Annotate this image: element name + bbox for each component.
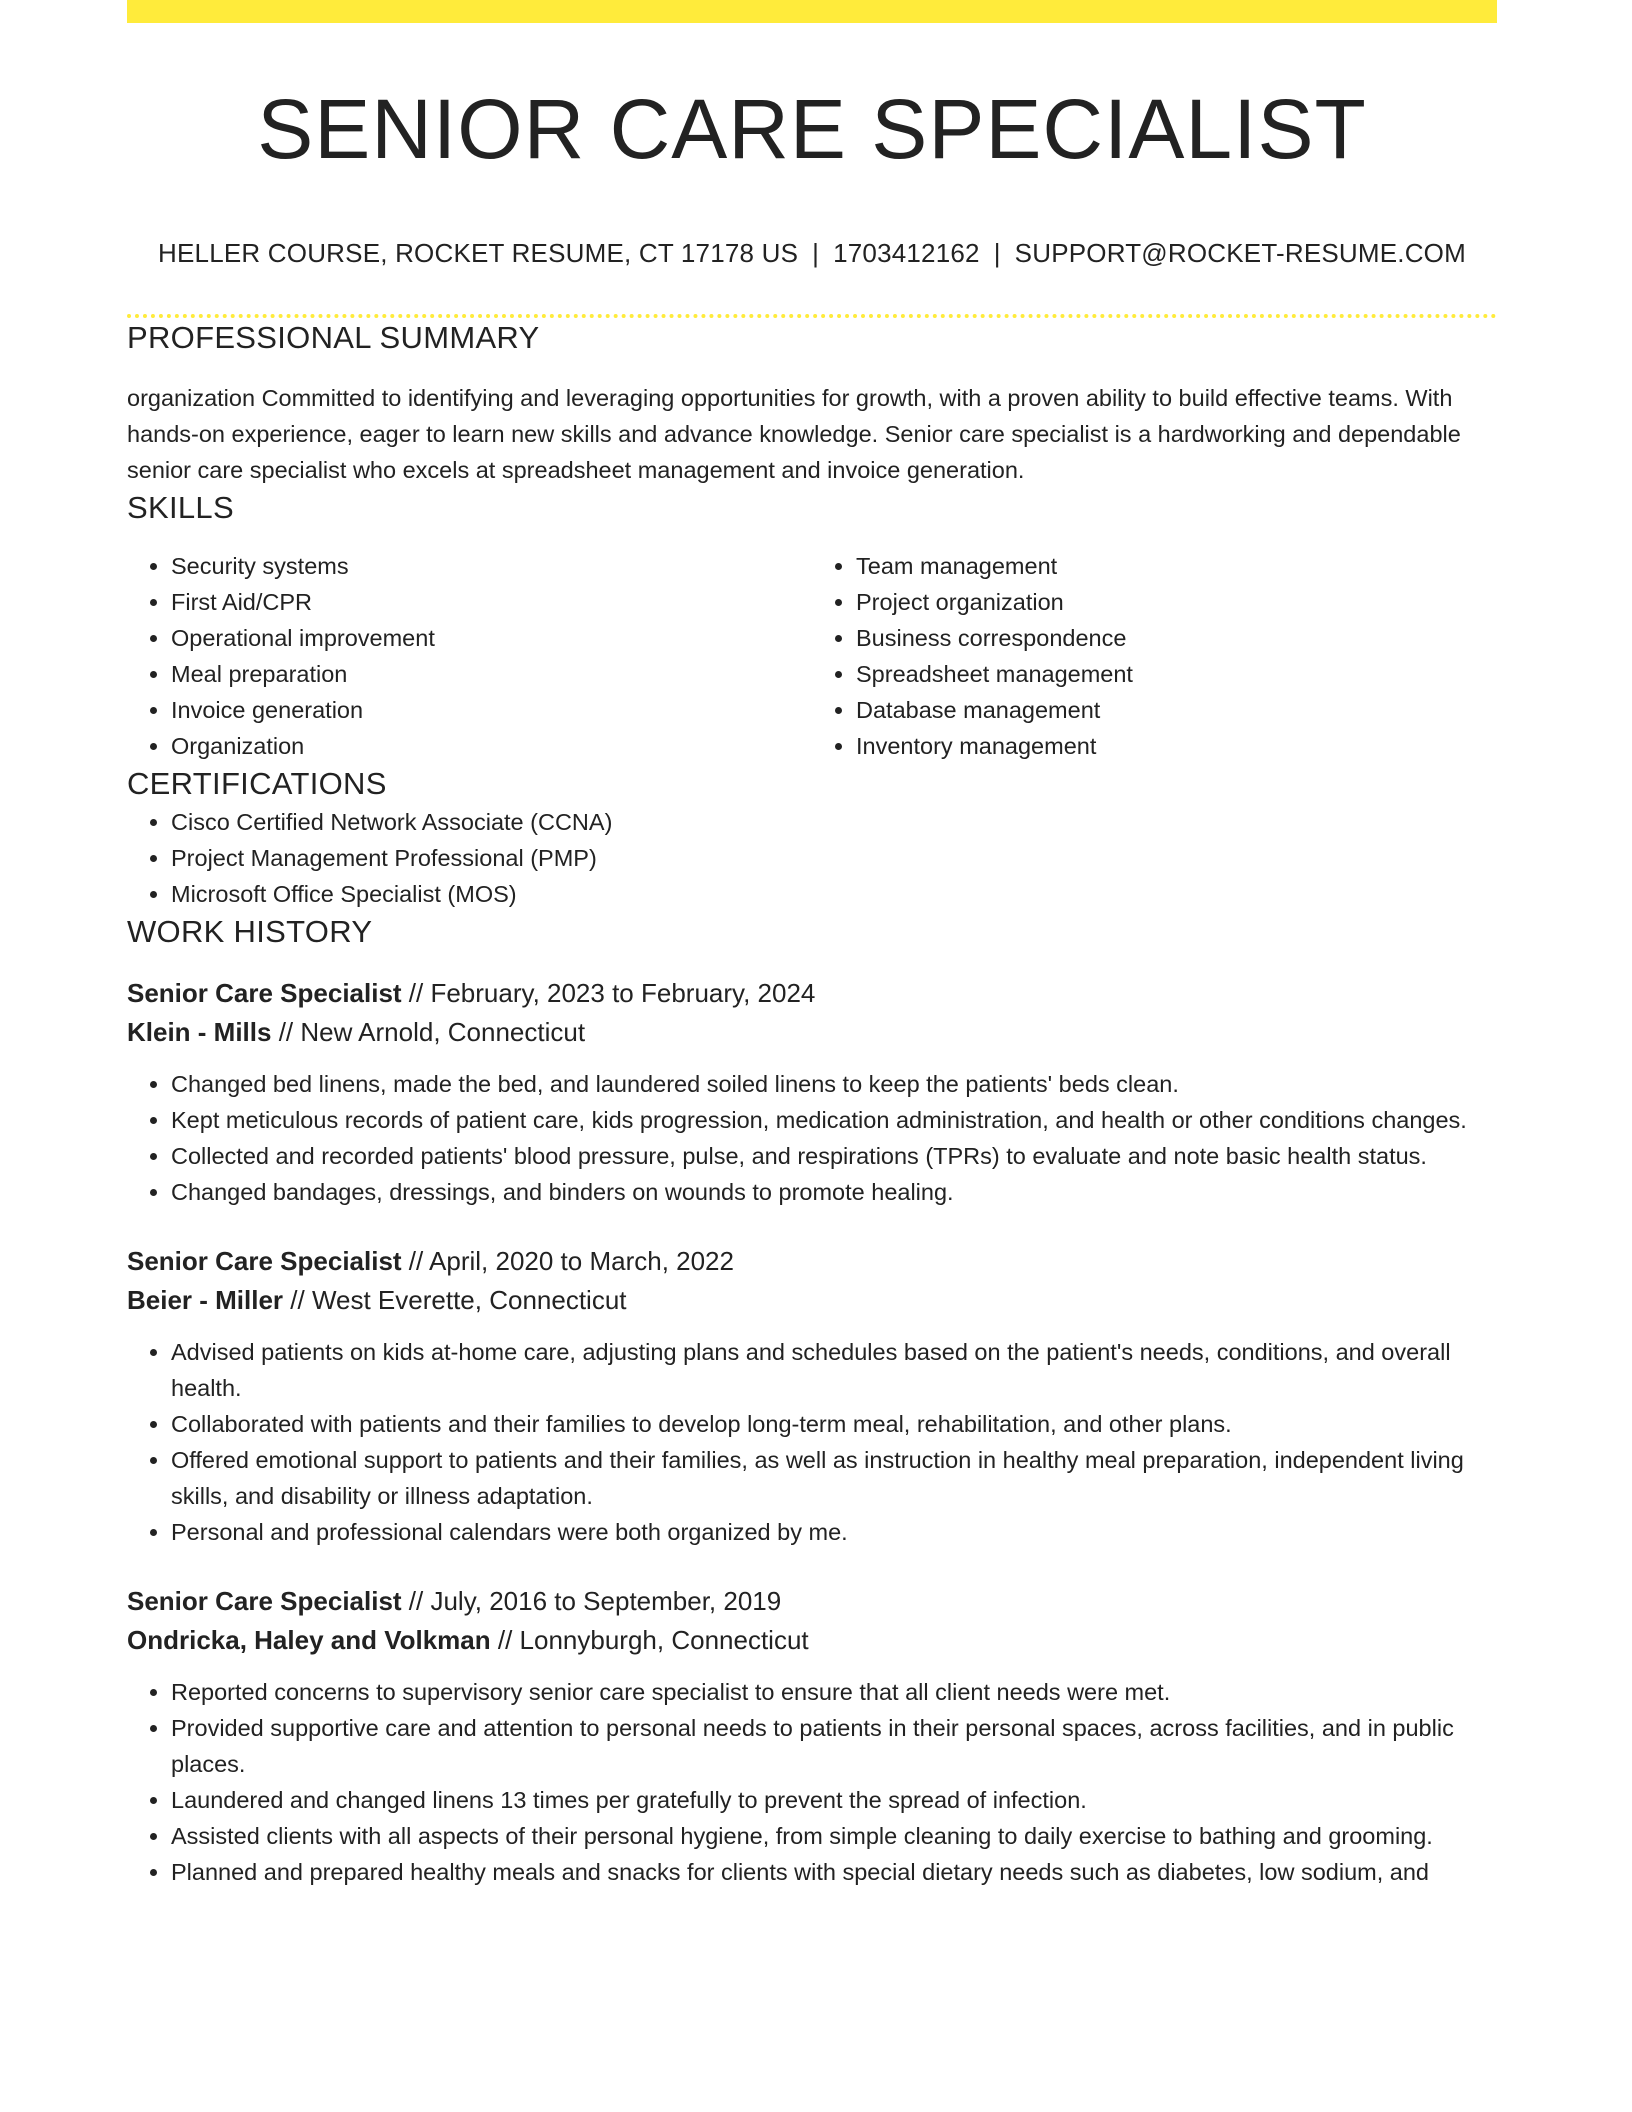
certification-item: • Project Management Professional (PMP): [171, 840, 1497, 876]
job-entry: [127, 974, 1497, 1210]
job-duty: • Assisted clients with all aspects of their personal hygiene, from simple cleaning to daily exercise to bathing and grooming.: [171, 1818, 1497, 1854]
job-duty: • Kept meticulous records of patient care, kids progression, medication administration, and health or other conditions changes.: [171, 1102, 1497, 1138]
job-role-line: [127, 1242, 1497, 1281]
contact-separator: |: [993, 238, 1001, 268]
job-location: // Lonnyburgh, Connecticut: [490, 1625, 809, 1655]
skill-item: • Database management: [856, 692, 1497, 728]
job-company-line: [127, 1013, 1497, 1052]
job-company: Ondricka, Haley and Volkman: [127, 1625, 491, 1655]
work-history-title: WORK HISTORY: [127, 914, 373, 949]
skills-left-column: [127, 548, 812, 764]
contact-line: [127, 237, 1497, 269]
job-duty: • Collected and recorded patients' blood pressure, pulse, and respirations (TPRs) to evaluate and note basic health status.: [171, 1138, 1497, 1174]
skills-title: SKILLS: [127, 490, 234, 525]
skill-item: • Spreadsheet management: [856, 656, 1497, 692]
job-location: // West Everette, Connecticut: [283, 1285, 627, 1315]
job-company: Beier - Miller: [127, 1285, 284, 1315]
job-role: Senior Care Specialist: [127, 1246, 402, 1276]
job-location: // New Arnold, Connecticut: [271, 1017, 586, 1047]
job-duty: • Laundered and changed linens 13 times per gratefully to prevent the spread of infection.: [171, 1782, 1497, 1818]
contact-address: HELLER COURSE, ROCKET RESUME, CT 17178 US: [158, 238, 799, 268]
job-dates: // April, 2020 to March, 2022: [401, 1246, 734, 1276]
job-entry: [127, 1242, 1497, 1550]
contact-email: SUPPORT@ROCKET-RESUME.COM: [1014, 238, 1466, 268]
job-dates: // July, 2016 to September, 2019: [401, 1586, 782, 1616]
contact-phone: 1703412162: [833, 238, 980, 268]
job-role-line: [127, 974, 1497, 1013]
skill-item: • Meal preparation: [171, 656, 812, 692]
job-dates: // February, 2023 to February, 2024: [401, 978, 816, 1008]
job-company-line: [127, 1621, 1497, 1660]
skill-item: • Organization: [171, 728, 812, 764]
skill-item: • Security systems: [171, 548, 812, 584]
skills-list: [127, 548, 1497, 764]
skill-item: • Project organization: [856, 584, 1497, 620]
skill-item: • Invoice generation: [171, 692, 812, 728]
summary-text: organization Committed to identifying and leveraging opportunities for growth, with a proven ability to build effective teams. With hands-on experience, eager to learn new skills and advance knowledge. Senior care specialist is a hardworking and dependable senior care specialist who excels at spreadsheet management and invoice generation.: [127, 385, 1461, 483]
certifications-list: [127, 804, 1497, 912]
job-duty: • Collaborated with patients and their families to develop long-term meal, rehabilitation, and other plans.: [171, 1406, 1497, 1442]
job-duty: • Personal and professional calendars were both organized by me.: [171, 1514, 1497, 1550]
job-company-line: [127, 1281, 1497, 1320]
contact-separator: |: [812, 238, 820, 268]
job-duty: • Offered emotional support to patients and their families, as well as instruction in healthy meal preparation, independent living skills, and disability or illness adaptation.: [171, 1442, 1497, 1514]
job-company: Klein - Mills: [127, 1017, 272, 1047]
certification-item: • Cisco Certified Network Associate (CCNA): [171, 804, 1497, 840]
skill-item: • Operational improvement: [171, 620, 812, 656]
job-duty: • Provided supportive care and attention to personal needs to patients in their personal spaces, across facilities, and in public places.: [171, 1710, 1497, 1782]
job-duty: • Advised patients on kids at-home care, adjusting plans and schedules based on the patient's needs, conditions, and overall health.: [171, 1334, 1497, 1406]
job-role: Senior Care Specialist: [127, 1586, 402, 1616]
skills-right-column: [812, 548, 1497, 764]
accent-bar: [127, 0, 1497, 23]
skill-item: • Team management: [856, 548, 1497, 584]
job-duty: • Changed bandages, dressings, and binders on wounds to promote healing.: [171, 1174, 1497, 1210]
job-duty: • Changed bed linens, made the bed, and laundered soiled linens to keep the patients' beds clean.: [171, 1066, 1497, 1102]
skill-item: • First Aid/CPR: [171, 584, 812, 620]
job-duties: [127, 1066, 1497, 1210]
resume-name: SENIOR CARE SPECIALIST: [257, 82, 1367, 176]
job-duty: • Planned and prepared healthy meals and snacks for clients with special dietary needs such as diabetes, low sodium, and: [171, 1854, 1497, 1890]
job-duties: [127, 1334, 1497, 1550]
job-duty: • Reported concerns to supervisory senior care specialist to ensure that all client needs were met.: [171, 1674, 1497, 1710]
certifications-title: CERTIFICATIONS: [127, 766, 387, 801]
resume-page: [127, 0, 1497, 1890]
job-role: Senior Care Specialist: [127, 978, 402, 1008]
job-entry: [127, 1582, 1497, 1890]
skill-item: • Inventory management: [856, 728, 1497, 764]
summary-title: PROFESSIONAL SUMMARY: [127, 320, 540, 355]
job-duties: [127, 1674, 1497, 1890]
certification-item: • Microsoft Office Specialist (MOS): [171, 876, 1497, 912]
job-role-line: [127, 1582, 1497, 1621]
skill-item: • Business correspondence: [856, 620, 1497, 656]
